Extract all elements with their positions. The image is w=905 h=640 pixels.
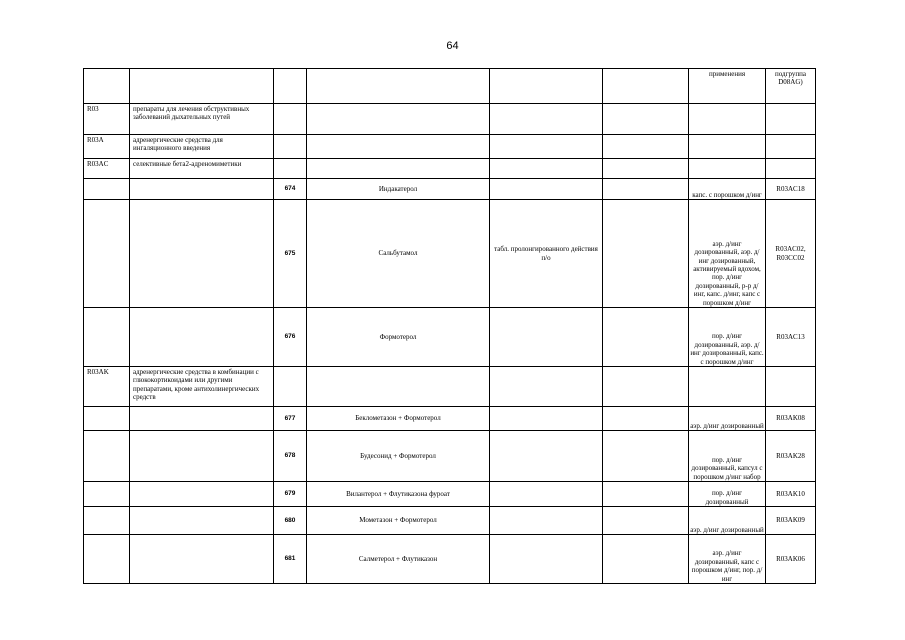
item-number: 678 bbox=[274, 431, 307, 482]
atc-code: R03AK08 bbox=[766, 407, 816, 431]
page-number: 64 bbox=[446, 40, 459, 52]
atc-code: R03AK10 bbox=[766, 482, 816, 507]
table-row bbox=[84, 507, 816, 535]
table-row bbox=[84, 535, 816, 584]
table-row bbox=[84, 104, 816, 135]
table-row bbox=[84, 135, 816, 159]
drug-table bbox=[83, 68, 816, 584]
group-code: R03AK bbox=[84, 367, 130, 407]
drug-extra-form: табл. пролонгированного действия п/о bbox=[490, 200, 603, 308]
drug-name: Сальбутамол bbox=[307, 200, 490, 308]
drug-extra-form bbox=[490, 507, 603, 535]
drug-extra-form bbox=[490, 179, 603, 200]
item-number: 675 bbox=[274, 200, 307, 308]
drug-name: Индакатерол bbox=[307, 179, 490, 200]
drug-form: аэр. д/инг дозированный bbox=[689, 407, 766, 431]
drug-form: аэр. д/инг дозированный bbox=[689, 507, 766, 535]
group-code: R03AC bbox=[84, 159, 130, 179]
item-number: 679 bbox=[274, 482, 307, 507]
atc-code: R03AK09 bbox=[766, 507, 816, 535]
table-row bbox=[84, 179, 816, 200]
group-desc: селективные бета2-адреномиметики bbox=[130, 159, 274, 179]
drug-form: капс. с порошком д/инг bbox=[689, 179, 766, 200]
table-row bbox=[84, 159, 816, 179]
drug-form: аэр. д/инг дозированный, аэр. д/инг дозированный, активируемый вдохом, пор. д/инг дозированный, р-р д/инг, капс. д/инг, капс с порошком д/инг bbox=[689, 200, 766, 308]
drug-name: Вилантерол + Флутиказона фуроат bbox=[307, 482, 490, 507]
item-number: 677 bbox=[274, 407, 307, 431]
atc-code: R03AK28 bbox=[766, 431, 816, 482]
drug-extra-form bbox=[490, 308, 603, 367]
group-code: R03A bbox=[84, 135, 130, 159]
atc-code: R03AC02, R03CC02 bbox=[766, 200, 816, 308]
table-row bbox=[84, 200, 816, 308]
drug-form: пор. д/инг дозированный bbox=[689, 482, 766, 507]
drug-name: Будесонид + Формотерол bbox=[307, 431, 490, 482]
table-row bbox=[84, 431, 816, 482]
drug-extra-form bbox=[490, 482, 603, 507]
table-row bbox=[84, 482, 816, 507]
atc-code: R03AK06 bbox=[766, 535, 816, 584]
drug-form: пор. д/инг дозированный, аэр. д/инг дозированный, капс. с порошком д/инг bbox=[689, 308, 766, 367]
header-code: подгруппа D08AG) bbox=[766, 69, 816, 104]
group-desc: адренергические средства в комбинации с глюкокортикоидами или другими препаратами, кроме антихолинергических средств bbox=[130, 367, 274, 407]
atc-code: R03AC18 bbox=[766, 179, 816, 200]
drug-extra-form bbox=[490, 407, 603, 431]
item-number: 676 bbox=[274, 308, 307, 367]
group-code: R03 bbox=[84, 104, 130, 135]
group-desc: адренергические средства для ингаляционного введения bbox=[130, 135, 274, 159]
item-number: 674 bbox=[274, 179, 307, 200]
drug-form: аэр. д/инг дозированный, капс с порошком д/инг, пор. д/инг bbox=[689, 535, 766, 584]
header-row bbox=[84, 69, 816, 104]
table-row bbox=[84, 367, 816, 407]
drug-name: Мометазон + Формотерол bbox=[307, 507, 490, 535]
drug-extra-form bbox=[490, 535, 603, 584]
drug-name: Формотерол bbox=[307, 308, 490, 367]
drug-extra-form bbox=[490, 431, 603, 482]
atc-code: R03AC13 bbox=[766, 308, 816, 367]
table-row bbox=[84, 308, 816, 367]
drug-name: Беклометазон + Формотерол bbox=[307, 407, 490, 431]
table-row bbox=[84, 407, 816, 431]
drug-form: пор. д/инг дозированный, капсул с порошком д/инг набор bbox=[689, 431, 766, 482]
group-desc: препараты для лечения обструктивных заболеваний дыхательных путей bbox=[130, 104, 274, 135]
drug-name: Салметерол + Флутиказон bbox=[307, 535, 490, 584]
item-number: 681 bbox=[274, 535, 307, 584]
header-form: применения bbox=[689, 69, 766, 104]
item-number: 680 bbox=[274, 507, 307, 535]
